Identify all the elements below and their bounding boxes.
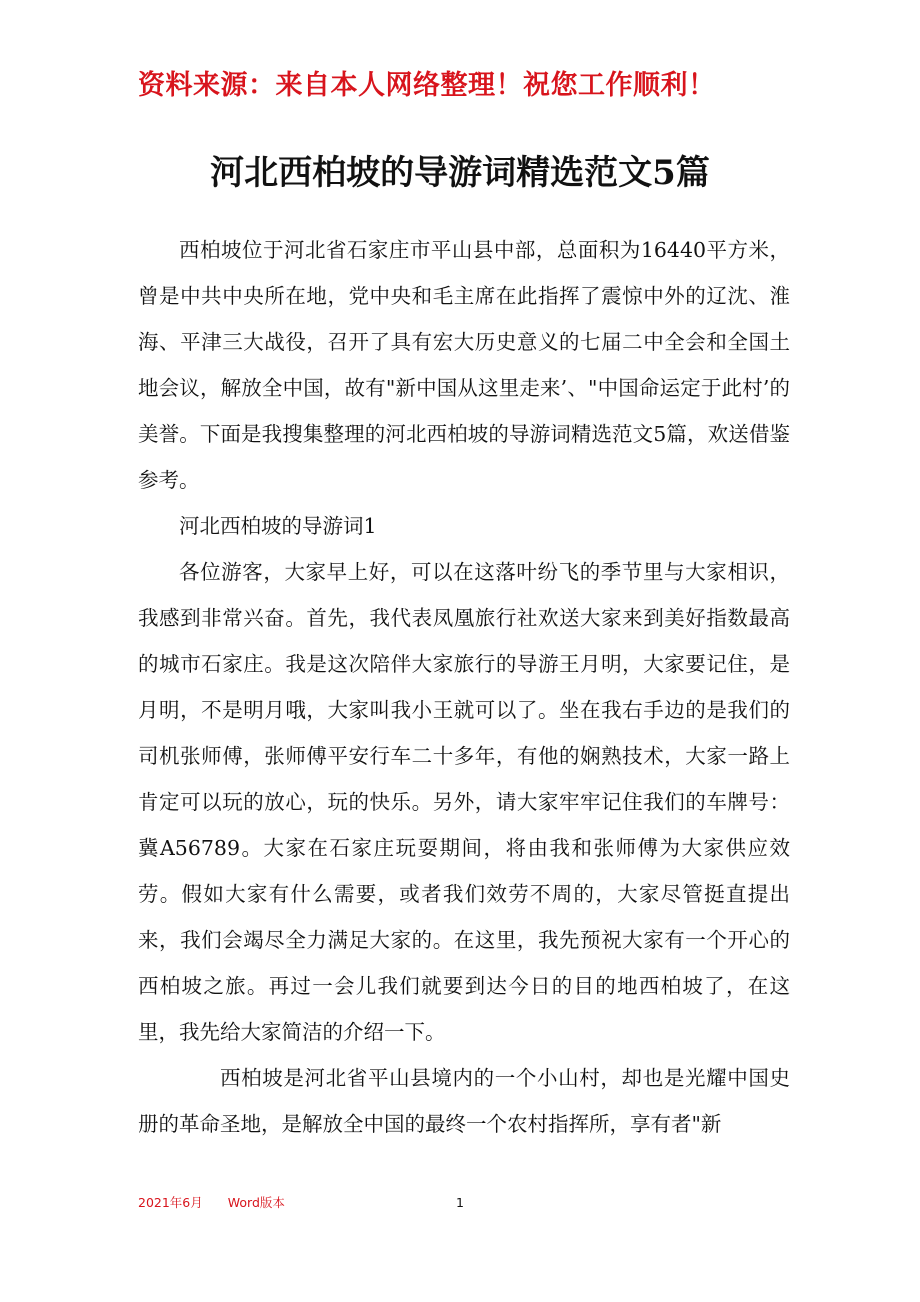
page-number: 1: [456, 1195, 464, 1210]
document-body: [138, 227, 790, 1147]
page-title: 河北西柏坡的导游词精选范文5篇: [210, 153, 710, 193]
page-footer: [138, 1193, 790, 1213]
body-paragraph: 各位游客，大家早上好，可以在这落叶纷飞的季节里与大家相识，我感到非常兴奋。首先，我代表凤凰旅行社欢送大家来到美好指数最高的城市石家庄。我是这次陪伴大家旅行的导游王月明，大家要记住，是月明，不是明月哦，大家叫我小王就可以了。坐在我右手边的是我们的司机张师傅，张师傅平安行车二十多年，有他的娴熟技术，大家一路上肯定可以玩的放心，玩的快乐。另外，请大家牢牢记住我们的车牌号：冀A56789。大家在石家庄玩耍期间，将由我和张师傅为大家供应效劳。假如大家有什么需要，或者我们效劳不周的，大家尽管挺直提出来，我们会竭尽全力满足大家的。在这里，我先预祝大家有一个开心的西柏坡之旅。再过一会儿我们就要到达今日的目的地西柏坡了，在这里，我先给大家简洁的介绍一下。: [138, 560, 790, 1044]
section-heading: 河北西柏坡的导游词1: [179, 514, 377, 538]
source-note: 资料来源：来自本人网络整理！祝您工作顺利！: [138, 70, 716, 101]
footer-date-version: 2021年6月 Word版本: [138, 1195, 285, 1210]
body-paragraph: 西柏坡是河北省平山县境内的一个小山村，却也是光耀中国史册的革命圣地，是解放全中国的最终一个农村指挥所，享有者"新: [138, 1066, 790, 1136]
intro-paragraph: 西柏坡位于河北省石家庄市平山县中部，总面积为16440平方米，曾是中共中央所在地，党中央和毛主席在此指挥了震惊中外的辽沈、淮海、平津三大战役，召开了具有宏大历史意义的七届二中全会和全国土地会议，解放全中国，故有"新中国从这里走来’、"中国命运定于此村’的美誉。下面是我搜集整理的河北西柏坡的导游词精选范文5篇，欢送借鉴参考。: [138, 238, 790, 492]
